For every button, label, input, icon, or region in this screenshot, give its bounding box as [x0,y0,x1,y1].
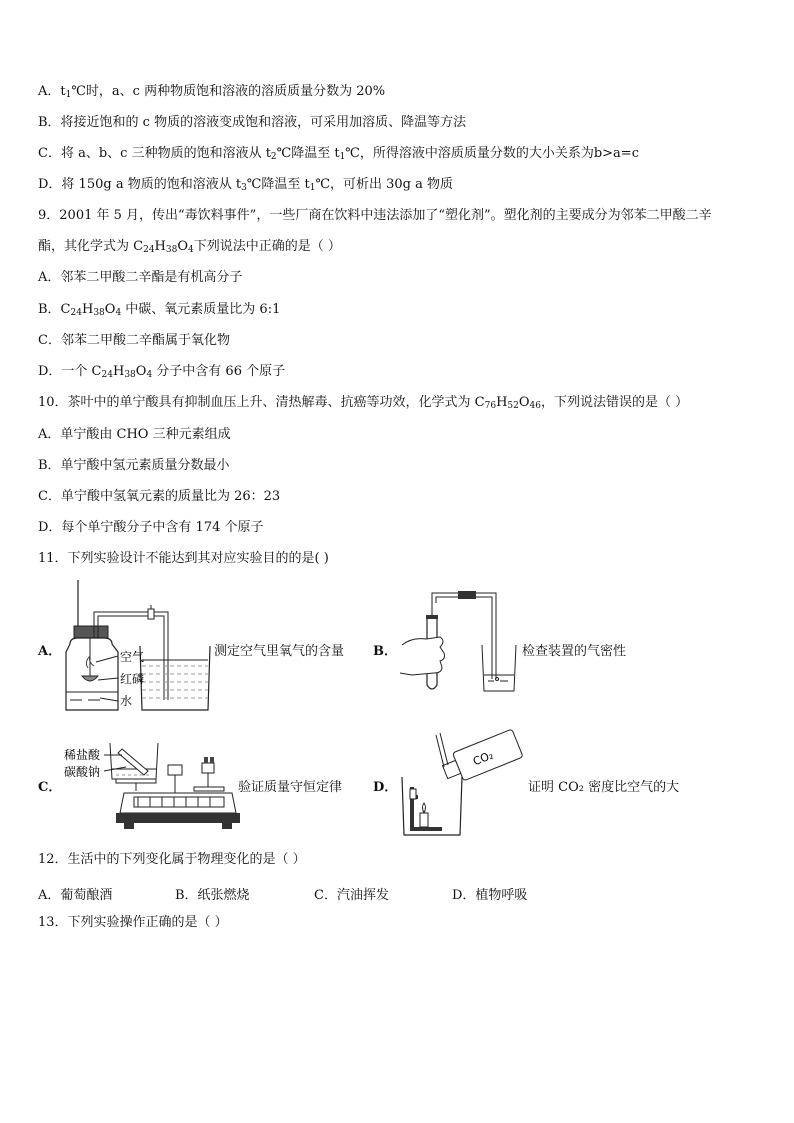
q8-option-b: B．将接近饱和的 c 物质的溶液变成饱和溶液，可采用加溶质、降温等方法 [38,115,467,130]
q11-d-caption: 证明 CO₂ 密度比空气的大 [528,780,680,795]
q12-option-a: A．葡萄酿酒 [38,888,113,903]
q12-stem: 12．生活中的下列变化属于物理变化的是（ ） [38,852,306,867]
air-label: 空气 [120,650,145,664]
q11-c-label: C． [38,780,62,795]
q10-stem: 10．茶叶中的单宁酸具有抑制血压上升、清热解毒、抗癌等功效，化学式为 $C_{76}H_{52}O_{46}$，下列说法错误的是（ ） [38,395,689,411]
mass-conservation-balance-figure [64,735,244,835]
co2-bottle-label: CO₂ [471,748,496,769]
q9-option-c: C．邻苯二甲酸二辛酯属于氧化物 [38,333,230,348]
q8-option-d: D．将 150g a 物质的饱和溶液从 $t_3℃$降温至 $t_1℃$，可析出 30g a 物质 [38,177,453,193]
dilute-hcl-label: 稀盐酸 [64,748,101,762]
q10-option-d: D．每个单宁酸分子中含有 174 个原子 [38,520,264,535]
q12-option-b: B．纸张燃烧 [175,888,250,903]
q11-b-caption: 检查装置的气密性 [522,644,627,659]
q8-option-a: A．$t_1℃$时，a、c 两种物质饱和溶液的溶质质量分数为 20% [38,84,386,100]
q9-option-d: D．一个 $C_{24}H_{38}O_4$ 分子中含有 66 个原子 [38,364,286,380]
water-label: 水 [120,694,133,708]
q13-stem: 13．下列实验操作正确的是（ ） [38,915,228,930]
oxygen-measure-apparatus-figure [60,580,220,715]
q9-option-a: A．邻苯二甲酸二辛酯是有机高分子 [38,270,243,285]
airtightness-check-figure [400,575,520,695]
q9-stem-line1: 9．2001 年 5 月，传出“毒饮料事件”，一些厂商在饮料中违法添加了“塑化剂”。塑化剂的主要成分为邻苯二甲酸二辛 [38,208,712,223]
q11-c-caption: 验证质量守恒定律 [238,780,343,795]
sodium-carbonate-label: 碳酸钠 [64,765,101,779]
q11-a-label: A． [38,644,62,659]
q9-stem-line2: 酯，其化学式为 $C_{24}H_{38}O_4$下列说法中正确的是（ ） [38,239,341,255]
q10-option-c: C．单宁酸中氢氧元素的质量比为 26：23 [38,489,281,504]
q11-stem: 11．下列实验设计不能达到其对应实验目的的是( ) [38,551,329,566]
q12-option-d: D．植物呼吸 [452,888,528,903]
q11-d-label: D． [373,780,398,795]
q8-option-c: C．将 a、b、c 三种物质的饱和溶液从 $t_2℃$降温至 $t_1℃$，所得溶液中溶质质量分数的大小关系为b>a=c [38,146,639,162]
q10-option-a: A．单宁酸由 CHO 三种元素组成 [38,427,231,442]
q10-option-b: B．单宁酸中氢元素质量分数最小 [38,458,230,473]
red-phosphorus-label: 红磷 [120,672,145,686]
q11-a-caption: 测定空气里氧气的含量 [214,644,345,659]
q12-option-c: C．汽油挥发 [314,888,389,903]
co2-density-figure [400,727,530,837]
q11-b-label: B． [373,644,397,659]
q9-option-b: B．$C_{24}H_{38}O_4$ 中碳、氧元素质量比为 6:1 [38,302,281,318]
